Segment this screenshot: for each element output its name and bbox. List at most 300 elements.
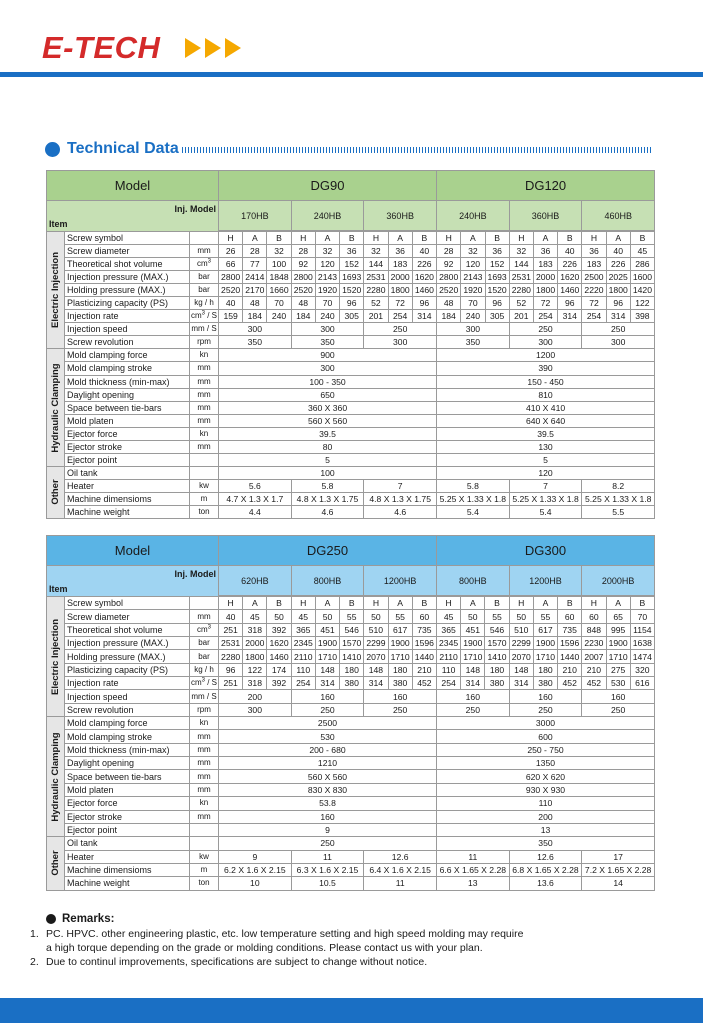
spec-value: 122 [243,663,267,676]
remark-item [30,955,656,969]
spec-value: 183 [582,258,606,271]
spec-value: 1410 [485,650,509,663]
item-label: Item [49,584,68,594]
spec-value: 452 [412,677,436,690]
spec-value: 160 [219,810,437,823]
spec-value: 1210 [219,757,437,770]
spec-value: 2800 [291,271,315,284]
spec-value: 36 [533,245,557,258]
spec-value: 250 [364,703,437,716]
spec-label: Daylight opening [65,757,190,770]
spec-label: Screw diameter [65,610,190,623]
spec-value: A [533,232,557,245]
model-name: DG300 [436,536,654,566]
spec-value: 365 [436,623,460,636]
spec-value: 560 X 560 [219,770,437,783]
spec-value: 1570 [485,637,509,650]
spec-unit: mm [190,388,219,401]
spec-value: 1350 [436,757,654,770]
table-row [47,401,655,414]
inj-model-label: Inj. Model [174,204,216,214]
spec-label: Machine weight [65,877,190,890]
spec-value: 930 X 930 [436,783,654,796]
header-bar [0,0,703,76]
spec-label: Injection rate [65,310,190,323]
table-row [47,271,655,284]
spec-value: 250 [582,323,655,336]
spec-value: H [436,597,460,610]
spec-value: 1900 [388,637,412,650]
spec-value: 40 [219,610,243,623]
spec-value: 900 [219,349,437,362]
spec-value: 1900 [606,637,630,650]
spec-unit: $cm^3$ / S [190,677,219,690]
spec-value: 300 [219,703,292,716]
spec-value: 96 [412,297,436,310]
spec-value: 1710 [533,650,557,663]
spec-value: 1420 [630,284,654,297]
spec-value: 39.5 [437,427,655,440]
spec-value: 4.8 X 1.3 X 1.75 [291,492,364,505]
spec-value: 250 [582,703,655,716]
spec-value: 36 [582,245,606,258]
spec-value: 2520 [219,284,243,297]
spec-value: 26 [219,245,243,258]
spec-unit: mm [190,401,219,414]
spec-value: 2070 [509,650,533,663]
spec-value: 1600 [630,271,654,284]
spec-unit: bar [190,284,219,297]
inj-unit-name: 360HB [509,201,582,231]
spec-value: 110 [291,663,315,676]
spec-value: B [267,232,291,245]
model-label: Model [47,536,219,566]
spec-value: H [582,232,606,245]
table-row [47,310,655,323]
spec-value: 70 [315,297,339,310]
table-row [47,797,655,810]
spec-value: 2280 [509,284,533,297]
spec-value: 1660 [267,284,291,297]
spec-value: 1800 [388,284,412,297]
spec-value: 300 [364,336,437,349]
table-row [47,414,655,427]
remarks [30,913,656,969]
table-row [47,677,655,690]
spec-value: 92 [291,258,315,271]
spec-label: Theoretical shot volume [65,623,190,636]
spec-value: 9 [219,823,437,836]
spec-value: 1620 [412,271,436,284]
spec-value: 305 [485,310,509,323]
spec-label: Mold clamping force [65,717,190,730]
spec-label: Injection pressure (MAX.) [65,637,190,650]
spec-table-dg90-dg120 [46,170,655,519]
spec-value: 616 [630,677,654,690]
spec-label: Screw symbol [65,232,190,245]
spec-value: 55 [388,610,412,623]
spec-value: 96 [219,663,243,676]
spec-value: 1474 [630,650,654,663]
spec-value: 148 [509,663,533,676]
spec-value: 144 [364,258,388,271]
spec-value: 180 [485,663,509,676]
table-row [47,427,655,440]
spec-value: 1900 [533,637,557,650]
spec-value: 120 [315,258,339,271]
spec-value: 5.6 [219,479,292,492]
spec-value: 1200 [437,349,655,362]
spec-value: A [315,232,339,245]
spec-value: H [219,232,243,245]
spec-value: 2299 [509,637,533,650]
spec-value: 6.8 X 1.65 X 2.28 [509,863,582,876]
spec-value: H [509,597,533,610]
model-header-row [47,171,655,201]
spec-value: H [364,232,388,245]
table-row [47,637,655,650]
spec-value: 254 [582,310,606,323]
section-title: Technical Data [67,140,179,157]
spec-value: 122 [630,297,654,310]
table-row [47,757,655,770]
spec-value: B [630,232,654,245]
spec-value: 100 [267,258,291,271]
spec-unit: mm [190,730,219,743]
spec-value: 96 [606,297,630,310]
spec-label: Daylight opening [65,388,190,401]
spec-value: 318 [243,623,267,636]
spec-value: 4.8 X 1.3 X 1.75 [364,492,437,505]
spec-value: 995 [606,623,630,636]
table-row [47,440,655,453]
spec-value: 36 [388,245,412,258]
spec-value: 52 [509,297,533,310]
table-row [47,362,655,375]
spec-value: 55 [340,610,364,623]
spec-unit: mm [190,375,219,388]
spec-value: 1620 [267,637,291,650]
spec-value: 72 [582,297,606,310]
table-row [47,850,655,863]
spec-value: 1900 [315,637,339,650]
remarks-title: Remarks: [62,913,115,925]
spec-value: 2414 [243,271,267,284]
spec-value: 286 [630,258,654,271]
table-row [47,690,655,703]
inj-unit-name: 800HB [436,566,509,596]
spec-value: 250 [291,703,364,716]
spec-value: 1900 [461,637,485,650]
spec-value: 120 [461,258,485,271]
model-label: Model [47,171,219,201]
spec-value: 2220 [582,284,606,297]
spec-value: 11 [436,850,509,863]
spec-value: 2531 [219,637,243,650]
table-row [47,258,655,271]
spec-label: Injection pressure (MAX.) [65,271,190,284]
spec-unit [190,232,219,245]
spec-label: Plasticizing capacity (PS) [65,297,190,310]
spec-value: B [630,597,654,610]
spec-value: 1460 [412,284,436,297]
spec-value: 1710 [606,650,630,663]
spec-value: 240 [315,310,339,323]
spec-label: Screw symbol [65,597,190,610]
inj-unit-row [47,566,655,596]
footer-bar [0,998,703,1023]
spec-value: 5.8 [437,479,510,492]
spec-value: 1800 [533,284,557,297]
spec-value: 2000 [243,637,267,650]
spec-unit: kw [190,850,219,863]
inj-unit-name: 240HB [291,201,364,231]
inj-unit-name: 620HB [219,566,292,596]
spec-value: 50 [461,610,485,623]
spec-value: 11 [364,877,437,890]
spec-value: 32 [461,245,485,258]
spec-unit [190,823,219,836]
spec-value: 32 [509,245,533,258]
spec-value: 6.4 X 1.6 X 2.15 [364,863,437,876]
spec-value: 392 [267,623,291,636]
spec-value: 28 [243,245,267,258]
spec-value: 250 [436,703,509,716]
spec-value: 148 [461,663,485,676]
spec-value: 300 [219,323,292,336]
spec-value: 1460 [558,284,582,297]
spec-value: 300 [582,336,655,349]
spec-value: 2800 [437,271,461,284]
spec-value: 13 [436,823,654,836]
spec-value: 13 [436,877,509,890]
spec-value: 210 [412,663,436,676]
spec-value: 48 [243,297,267,310]
spec-value: 45 [243,610,267,623]
spec-unit: rpm [190,703,219,716]
spec-value: 159 [219,310,243,323]
spec-value: 36 [485,245,509,258]
spec-value: 1596 [558,637,582,650]
spec-value: A [388,597,412,610]
spec-label: Ejector stroke [65,810,190,823]
spec-value: 5 [437,453,655,466]
spec-value: 152 [485,258,509,271]
category-label: Other [49,479,61,506]
spec-value: 17 [582,850,655,863]
spec-value: 226 [558,258,582,271]
spec-value: 200 [219,690,292,703]
remark-text: PC. HPVC. other engineering plastic, etc. low temperature setting and high speed molding may require [46,928,524,940]
spec-unit: kg / h [190,297,219,310]
spec-value: 2520 [437,284,461,297]
bullet-icon [46,914,56,924]
spec-value: 2170 [243,284,267,297]
spec-value: 254 [388,310,412,323]
spec-value: B [412,232,436,245]
spec-unit: mm [190,414,219,427]
spec-value: 300 [219,362,437,375]
spec-label: Screw diameter [65,245,190,258]
table-row [47,349,655,362]
spec-value: 8.2 [582,479,655,492]
spec-value: 2345 [436,637,460,650]
spec-value: 2280 [219,650,243,663]
table-row [47,770,655,783]
spec-value: H [437,232,461,245]
spec-value: 184 [243,310,267,323]
spec-unit: kg / h [190,663,219,676]
spec-value: 2520 [291,284,315,297]
spec-value: 2500 [219,717,437,730]
spec-value: 392 [267,677,291,690]
spec-value: 11 [291,850,364,863]
spec-value: 735 [412,623,436,636]
spec-value: 148 [315,663,339,676]
spec-value: 60 [558,610,582,623]
spec-value: 2280 [364,284,388,297]
spec-unit: bar [190,637,219,650]
spec-value: 160 [436,690,509,703]
spec-value: 96 [340,297,364,310]
category-cell [47,466,65,518]
spec-value: 13.6 [509,877,582,890]
spec-value: 2025 [606,271,630,284]
spec-label: Ejector stroke [65,440,190,453]
spec-value: 65 [606,610,630,623]
table-row [47,810,655,823]
spec-unit: mm [190,610,219,623]
spec-value: 201 [509,310,533,323]
inj-unit-name: 2000HB [582,566,655,596]
spec-value: 530 [606,677,630,690]
spec-value: 1460 [267,650,291,663]
spec-label: Oil tank [65,837,190,850]
spec-value: 300 [291,323,364,336]
spec-value: H [364,597,388,610]
spec-value: 365 [291,623,315,636]
spec-unit: kn [190,717,219,730]
spec-value: 7.2 X 1.65 X 2.28 [582,863,655,876]
remark-text: a high torque depending on the grade or molding conditions. Please contact us with your plan. [46,942,483,954]
spec-label: Mold clamping force [65,349,190,362]
category-label: Hydraulic Clamping [49,732,61,822]
spec-value: 254 [291,677,315,690]
spec-label: Ejector force [65,427,190,440]
spec-value: 50 [267,610,291,623]
spec-value: 148 [364,663,388,676]
spec-unit: rpm [190,336,219,349]
spec-value: B [558,597,582,610]
spec-value: 10 [219,877,292,890]
spec-value: 546 [485,623,509,636]
spec-value: 2110 [436,650,460,663]
spec-value: 305 [340,310,364,323]
inj-unit-name: 460HB [582,201,655,231]
spec-value: 2007 [582,650,606,663]
spec-value: 45 [291,610,315,623]
spec-value: 735 [558,623,582,636]
table-row [47,232,655,245]
spec-value: 300 [437,323,510,336]
spec-value: 390 [437,362,655,375]
spec-value: 530 [219,730,437,743]
spec-value: 314 [412,310,436,323]
spec-label: Heater [65,850,190,863]
spec-value: A [606,232,630,245]
spec-value: 1440 [558,650,582,663]
remark-number: 2. [30,956,39,968]
spec-unit: $cm^3$ / S [190,310,219,323]
table-row [47,245,655,258]
spec-value: 350 [436,837,654,850]
spec-value: 275 [606,663,630,676]
spec-label: Oil tank [65,466,190,479]
spec-unit: mm / S [190,323,219,336]
spec-unit: mm [190,770,219,783]
spec-unit: kw [190,479,219,492]
spec-value: 1520 [340,284,364,297]
spec-value: 1848 [267,271,291,284]
inj-unit-name: 360HB [364,201,437,231]
spec-value: 180 [340,663,364,676]
spec-value: 12.6 [509,850,582,863]
category-cell [47,597,65,717]
spec-value: 4.7 X 1.3 X 1.7 [219,492,292,505]
spec-value: B [340,232,364,245]
spec-value: 410 X 410 [437,401,655,414]
spec-label: Mold platen [65,414,190,427]
spec-value: B [485,232,509,245]
arrows-icon [185,38,241,58]
dotted-rule [182,147,652,153]
inj-unit-row [47,201,655,231]
spec-value: H [291,597,315,610]
header-corner [47,201,219,232]
spec-value: 251 [219,677,243,690]
spec-value: 160 [582,690,655,703]
spec-value: B [340,597,364,610]
spec-value: 314 [461,677,485,690]
spec-value: 2000 [388,271,412,284]
spec-value: 600 [436,730,654,743]
spec-unit: $cm^3$ [190,258,219,271]
spec-value: 160 [291,690,364,703]
spec-value: 40 [606,245,630,258]
spec-value: 6.6 X 1.65 X 2.28 [436,863,509,876]
spec-label: Mold platen [65,783,190,796]
header-divider [0,72,703,77]
spec-value: 72 [533,297,557,310]
spec-value: 250 [509,703,582,716]
inj-model-label: Inj. Model [174,569,216,579]
spec-value: 314 [315,677,339,690]
spec-value: 70 [630,610,654,623]
category-label: Other [49,850,61,877]
spec-value: 96 [558,297,582,310]
spec-label: Mold clamping stroke [65,730,190,743]
spec-value: 100 [219,466,437,479]
spec-value: 314 [509,677,533,690]
spec-value: 183 [533,258,557,271]
table-row [47,877,655,890]
spec-value: 318 [243,677,267,690]
category-cell [47,837,65,890]
spec-value: 50 [315,610,339,623]
spec-value: 5 [219,453,437,466]
spec-value: 620 X 620 [436,770,654,783]
spec-value: 510 [509,623,533,636]
